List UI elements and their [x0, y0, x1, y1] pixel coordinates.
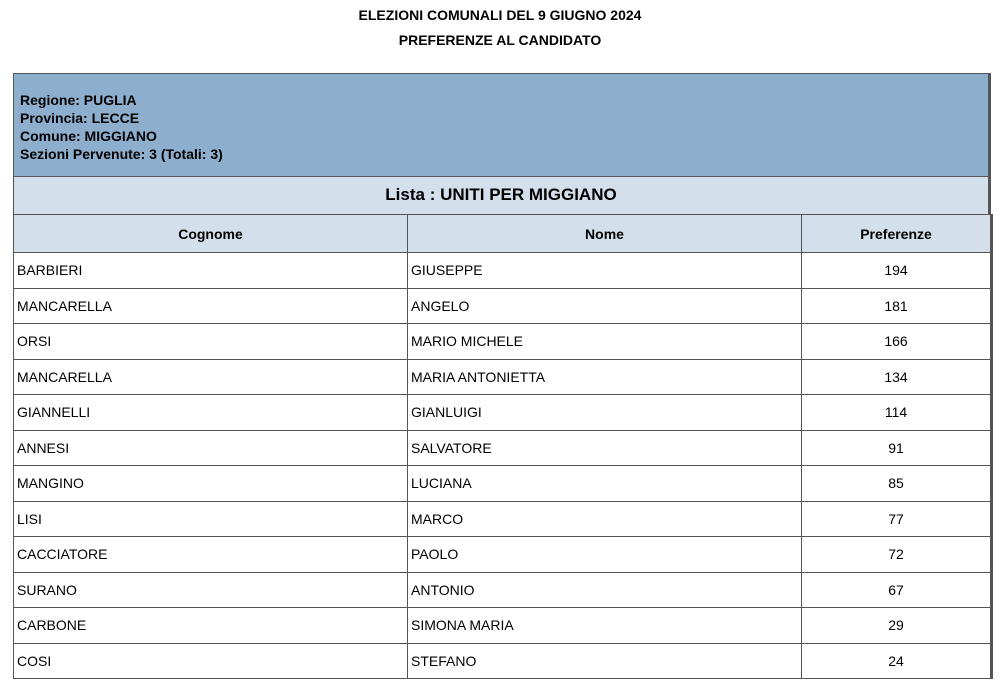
cognome-cell: ANNESI	[14, 430, 408, 466]
cognome-cell: SURANO	[14, 572, 408, 608]
nome-cell: ANTONIO	[408, 572, 802, 608]
column-header-cognome: Cognome	[14, 215, 408, 253]
nome-cell: GIANLUIGI	[408, 395, 802, 431]
preferenze-cell: 24	[802, 643, 992, 679]
preferenze-cell: 77	[802, 501, 992, 537]
sezioni-label: Sezioni Pervenute: 3 (Totali: 3)	[20, 146, 223, 162]
nome-cell: MARIO MICHELE	[408, 324, 802, 360]
cognome-cell: CARBONE	[14, 608, 408, 644]
preferenze-cell: 85	[802, 466, 992, 502]
nome-cell: MARIA ANTONIETTA	[408, 359, 802, 395]
nome-cell: ANGELO	[408, 288, 802, 324]
cognome-cell: MANCARELLA	[14, 288, 408, 324]
nome-cell: STEFANO	[408, 643, 802, 679]
cognome-cell: LISI	[14, 501, 408, 537]
provincia-label: Provincia: LECCE	[20, 110, 140, 126]
preferences-table	[13, 214, 993, 679]
table-row	[14, 395, 992, 431]
nome-cell: SIMONA MARIA	[408, 608, 802, 644]
table-row	[14, 288, 992, 324]
column-header-preferenze: Preferenze	[802, 215, 992, 253]
nome-cell: SALVATORE	[408, 430, 802, 466]
table-row	[14, 466, 992, 502]
table-row	[14, 430, 992, 466]
preferenze-cell: 72	[802, 537, 992, 573]
table-row	[14, 253, 992, 289]
regione-label: Regione: PUGLIA	[20, 92, 137, 108]
page-subtitle: PREFERENZE AL CANDIDATO	[398, 32, 602, 48]
location-info-box	[13, 73, 991, 176]
preferenze-cell: 114	[802, 395, 992, 431]
nome-cell: MARCO	[408, 501, 802, 537]
cognome-cell: MANCARELLA	[14, 359, 408, 395]
cognome-cell: BARBIERI	[14, 253, 408, 289]
preferenze-cell: 134	[802, 359, 992, 395]
table-row	[14, 501, 992, 537]
preferenze-cell: 29	[802, 608, 992, 644]
table-row	[14, 537, 992, 573]
table-row	[14, 608, 992, 644]
table-row	[14, 643, 992, 679]
cognome-cell: GIANNELLI	[14, 395, 408, 431]
results-panel	[13, 73, 991, 679]
page-title: ELEZIONI COMUNALI DEL 9 GIUGNO 2024	[358, 7, 642, 23]
nome-cell: GIUSEPPE	[408, 253, 802, 289]
table-row	[14, 359, 992, 395]
preferenze-cell: 166	[802, 324, 992, 360]
list-title: Lista : UNITI PER MIGGIANO	[13, 176, 991, 214]
preferenze-cell: 67	[802, 572, 992, 608]
cognome-cell: COSI	[14, 643, 408, 679]
table-body	[14, 253, 992, 679]
preferenze-cell: 194	[802, 253, 992, 289]
nome-cell: LUCIANA	[408, 466, 802, 502]
preferenze-cell: 91	[802, 430, 992, 466]
table-row	[14, 324, 992, 360]
comune-label: Comune: MIGGIANO	[20, 128, 157, 144]
table-header-row	[14, 215, 992, 253]
cognome-cell: MANGINO	[14, 466, 408, 502]
cognome-cell: ORSI	[14, 324, 408, 360]
nome-cell: PAOLO	[408, 537, 802, 573]
column-header-nome: Nome	[408, 215, 802, 253]
table-row	[14, 572, 992, 608]
cognome-cell: CACCIATORE	[14, 537, 408, 573]
preferenze-cell: 181	[802, 288, 992, 324]
